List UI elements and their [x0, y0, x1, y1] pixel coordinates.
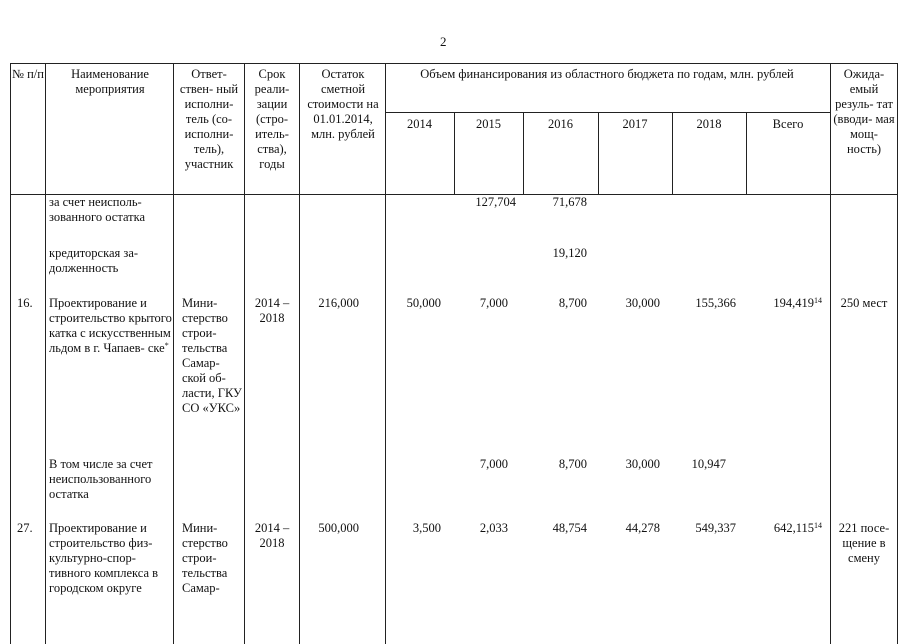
row-value-2014: 3,500 — [412, 521, 441, 535]
row-name: кредиторская за- долженность — [49, 246, 139, 275]
page-number: 2 — [440, 34, 447, 49]
row-name: Проектирование и строительство крытого катка с искусственным льдом в г. Чапаев- ске* — [49, 296, 172, 355]
row-expected: 250 мест — [840, 296, 888, 310]
header-year: Всего — [772, 117, 804, 131]
header-term: Срок реали- зации (стро- итель- ства), годы — [254, 67, 290, 171]
header-year: 2014 — [407, 117, 432, 131]
footnote-mark: 14 — [814, 521, 822, 530]
footnote-mark: * — [164, 341, 169, 350]
row-value-2018: 155,366 — [695, 296, 736, 310]
financing-table — [10, 63, 898, 644]
row-name: В том числе за счет неиспользованного остатка — [49, 457, 153, 501]
row-value-2014: 50,000 — [406, 296, 441, 310]
header-expected: Ожида- емый резуль- тат (вводи- мая мощ- ность) — [833, 67, 895, 156]
row-remainder: 500,000 — [318, 521, 359, 535]
row-executor: Мини- стерство строи- тельства Самар- — [182, 521, 228, 595]
header-year: 2018 — [696, 117, 722, 131]
row-value-2016: 48,754 — [552, 521, 587, 535]
header-funding: Объем финансирования из областного бюджета по годам, млн. рублей — [420, 67, 794, 81]
col-divider — [299, 64, 300, 644]
row-value-2015: 7,000 — [479, 296, 508, 310]
row-total: 194,419$^{14}$ — [773, 296, 822, 310]
col-divider — [830, 64, 831, 644]
row-value-2018: 10,947 — [691, 457, 726, 471]
header-year: 2015 — [476, 117, 501, 131]
row-number: 27. — [17, 521, 33, 535]
row-name: Проектирование и строительство физ- культурно-спор- тивного комплекса в городском округе — [49, 521, 159, 595]
row-value-2016: 19,120 — [552, 246, 587, 260]
row-number: 16. — [17, 296, 33, 310]
row-value-2015: 7,000 — [479, 457, 508, 471]
col-divider — [45, 64, 46, 644]
row-value-2018: 549,337 — [695, 521, 736, 535]
row-total: 642,115$^{14}$ — [773, 521, 822, 535]
header-no: № п/п — [12, 67, 44, 81]
row-value-2016: 8,700 — [558, 296, 587, 310]
row-executor: Мини- стерство строи- тельства Самар- ской об- ласти, ГКУ СО «УКС» — [182, 296, 242, 415]
row-value-2017: 30,000 — [625, 457, 660, 471]
row-name: за счет неисполь- зованного остатка — [49, 195, 146, 224]
row-remainder: 216,000 — [318, 296, 359, 310]
row-value-2016: 8,700 — [558, 457, 587, 471]
row-value-2017: 44,278 — [625, 521, 660, 535]
col-divider — [173, 64, 174, 644]
col-divider — [385, 64, 386, 644]
row-value-2015: 127,704 — [475, 195, 516, 209]
row-term: 2014 – 2018 — [254, 296, 290, 325]
header-year: 2017 — [622, 117, 648, 131]
row-value-2017: 30,000 — [625, 296, 660, 310]
row-divider — [385, 112, 830, 113]
footnote-mark: 14 — [814, 296, 822, 305]
col-divider — [244, 64, 245, 644]
row-expected: 221 посе- щение в смену — [838, 521, 890, 565]
row-term: 2014 – 2018 — [254, 521, 290, 550]
row-value-2016: 71,678 — [552, 195, 587, 209]
header-remainder: Остаток сметной стоимости на 01.01.2014, млн. рублей — [307, 67, 379, 141]
header-executor: Ответ- ствен- ный исполни- тель (со- исполни- тель), участник — [179, 67, 239, 171]
header-name: Наименование мероприятия — [71, 67, 149, 96]
header-year: 2016 — [548, 117, 573, 131]
row-value-2015: 2,033 — [479, 521, 508, 535]
